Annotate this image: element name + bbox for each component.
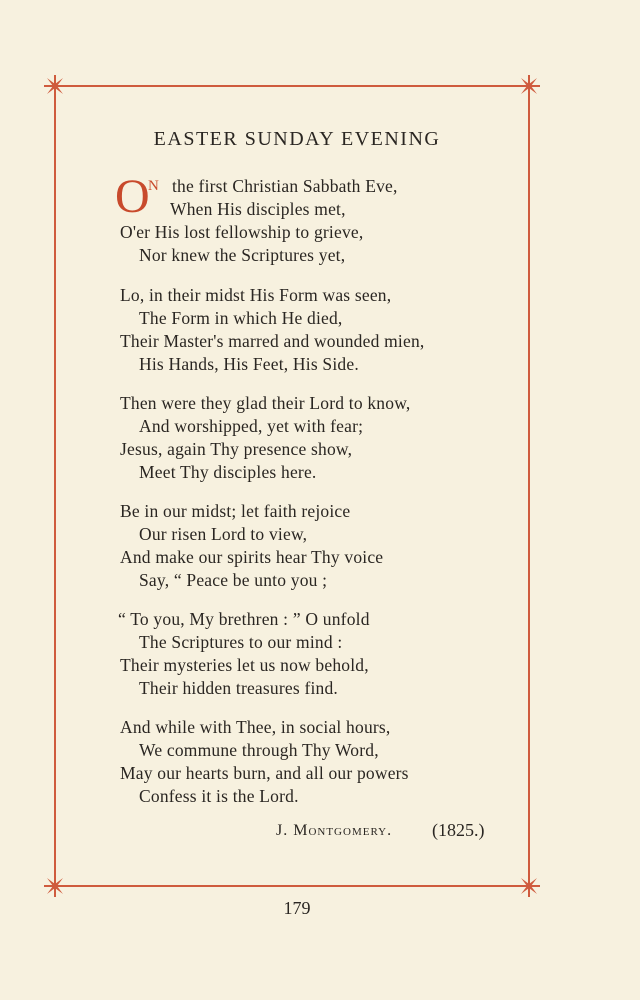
poem-line: Lo, in their midst His Form was seen,: [120, 285, 392, 305]
poem-line: And worshipped, yet with fear;: [139, 416, 364, 436]
poem-line: “ To you, My brethren : ” O unfold: [118, 609, 370, 629]
poem-line: When His disciples met,: [170, 199, 346, 219]
poem-line: The Scriptures to our mind :: [139, 632, 343, 652]
cross-ornament-icon: [44, 875, 66, 897]
poem-line: Our risen Lord to view,: [139, 524, 308, 544]
poem-line: Be in our midst; let faith rejoice: [120, 501, 351, 521]
cross-ornament-icon: [518, 875, 540, 897]
poem-line: Jesus, again Thy presence show,: [120, 439, 353, 459]
poem-line: His Hands, His Feet, His Side.: [139, 354, 359, 374]
poem-line: And while with Thee, in social hours,: [120, 717, 391, 737]
author-name: J. Montgomery.: [276, 822, 393, 839]
poem-line: Their hidden treasures find.: [139, 678, 339, 698]
first-word-small-caps: N: [148, 178, 160, 194]
border-bottom: [54, 885, 530, 887]
poem-year: (1825.): [432, 820, 485, 840]
page-number: 179: [283, 898, 311, 918]
poem-line: Nor knew the Scriptures yet,: [139, 245, 346, 265]
drop-cap: O: [115, 170, 150, 223]
poem-line: the first Christian Sabbath Eve,: [172, 176, 398, 196]
cross-ornament-icon: [44, 75, 66, 97]
poem-line: Their Master's marred and wounded mien,: [120, 331, 425, 351]
border-top: [54, 85, 530, 87]
author-attribution: [276, 822, 392, 840]
poem-line: Confess it is the Lord.: [139, 786, 299, 806]
poem-line: Say, “ Peace be unto you ;: [139, 570, 328, 590]
poem-line: We commune through Thy Word,: [139, 740, 379, 760]
poem-line: O'er His lost fellowship to grieve,: [120, 222, 364, 242]
poem-line: The Form in which He died,: [139, 308, 343, 328]
border-left: [54, 86, 56, 886]
poem-line: Their mysteries let us now behold,: [120, 655, 369, 675]
poem-line: And make our spirits hear Thy voice: [120, 547, 384, 567]
poem-line: Meet Thy disciples here.: [139, 462, 317, 482]
poem-line: May our hearts burn, and all our powers: [120, 763, 409, 783]
cross-ornament-icon: [518, 75, 540, 97]
border-right: [528, 86, 530, 886]
poem-line: Then were they glad their Lord to know,: [120, 393, 411, 413]
poem-title: EASTER SUNDAY EVENING: [153, 128, 441, 150]
